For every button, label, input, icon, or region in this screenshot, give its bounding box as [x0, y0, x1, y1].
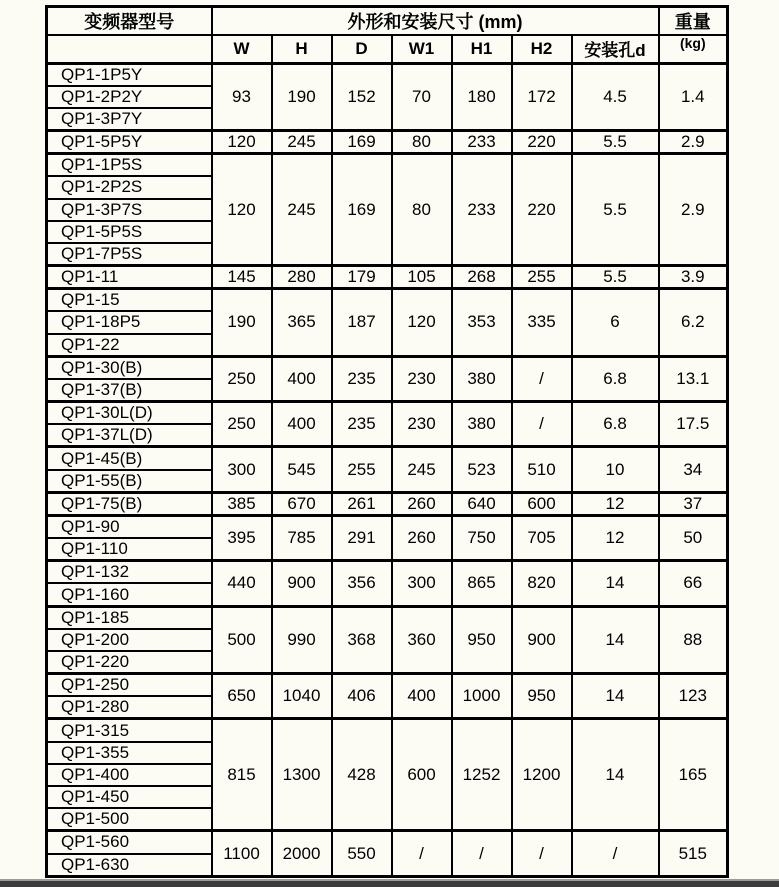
model-cell: QP1-90: [47, 515, 212, 538]
dim-value-cell: 353: [452, 289, 512, 357]
dim-value-cell: 300: [392, 561, 452, 606]
weight-value-cell: 2.9: [659, 154, 728, 266]
table-row: [47, 674, 728, 697]
dim-value-cell: 545: [272, 447, 332, 492]
table-row: [47, 719, 728, 742]
table-row: [47, 561, 728, 584]
dim-value-cell: 179: [332, 266, 392, 289]
model-cell: QP1-355: [47, 742, 212, 764]
model-cell: QP1-5P5Y: [47, 131, 212, 154]
weight-value-cell: 1.4: [659, 63, 728, 131]
dim-value-cell: 380: [452, 356, 512, 401]
bottom-bar: [0, 879, 779, 887]
table-row: [47, 831, 728, 854]
dim-value-cell: 261: [332, 492, 392, 515]
model-cell: QP1-1P5S: [47, 154, 212, 177]
inverter-dimensions-table: [45, 5, 729, 878]
table-row: [47, 356, 728, 379]
dim-value-cell: 6: [572, 289, 659, 357]
dim-value-cell: 260: [392, 515, 452, 560]
model-cell: QP1-18P5: [47, 311, 212, 333]
dim-value-cell: 235: [332, 402, 392, 447]
dim-value-cell: 220: [512, 154, 572, 266]
table-body: [47, 63, 728, 877]
dim-value-cell: 145: [212, 266, 272, 289]
dim-value-cell: 190: [212, 289, 272, 357]
dim-value-cell: 600: [392, 719, 452, 831]
model-cell: QP1-75(B): [47, 492, 212, 515]
dim-value-cell: /: [512, 356, 572, 401]
dim-value-cell: 990: [272, 606, 332, 674]
dim-value-cell: 365: [272, 289, 332, 357]
dim-value-cell: 80: [392, 131, 452, 154]
dim-value-cell: 169: [332, 131, 392, 154]
model-cell: QP1-30(B): [47, 356, 212, 379]
dim-value-cell: 220: [512, 131, 572, 154]
dim-value-cell: 14: [572, 561, 659, 606]
dim-value-cell: 750: [452, 515, 512, 560]
dim-value-cell: 1300: [272, 719, 332, 831]
dim-value-cell: 380: [452, 402, 512, 447]
dim-value-cell: 10: [572, 447, 659, 492]
weight-value-cell: 88: [659, 606, 728, 674]
weight-value-cell: 37: [659, 492, 728, 515]
dim-value-cell: 12: [572, 515, 659, 560]
table-row: [47, 63, 728, 86]
model-cell: QP1-55(B): [47, 470, 212, 493]
dim-value-cell: 385: [212, 492, 272, 515]
dim-value-cell: 250: [212, 356, 272, 401]
model-cell: QP1-185: [47, 606, 212, 629]
model-cell: QP1-37(B): [47, 379, 212, 402]
dim-value-cell: 250: [212, 402, 272, 447]
model-cell: QP1-280: [47, 696, 212, 719]
weight-value-cell: 515: [659, 831, 728, 877]
dim-value-cell: 785: [272, 515, 332, 560]
dim-value-cell: /: [512, 831, 572, 877]
dim-value-cell: 400: [392, 674, 452, 719]
dim-value-cell: 900: [512, 606, 572, 674]
dim-value-cell: 865: [452, 561, 512, 606]
dim-column-header: H2: [512, 35, 572, 63]
dim-value-cell: 1200: [512, 719, 572, 831]
dim-value-cell: 187: [332, 289, 392, 357]
dim-value-cell: 550: [332, 831, 392, 877]
dim-value-cell: 5.5: [572, 266, 659, 289]
dim-value-cell: 640: [452, 492, 512, 515]
model-cell: QP1-45(B): [47, 447, 212, 470]
weight-value-cell: 3.9: [659, 266, 728, 289]
dim-value-cell: 820: [512, 561, 572, 606]
model-cell: QP1-5P5S: [47, 221, 212, 243]
dim-value-cell: 705: [512, 515, 572, 560]
dim-value-cell: 395: [212, 515, 272, 560]
table-row: [47, 515, 728, 538]
model-cell: QP1-7P5S: [47, 243, 212, 266]
dim-value-cell: 169: [332, 154, 392, 266]
dim-value-cell: 230: [392, 402, 452, 447]
model-cell: QP1-3P7S: [47, 199, 212, 221]
dim-value-cell: 600: [512, 492, 572, 515]
dim-value-cell: 356: [332, 561, 392, 606]
model-cell: QP1-1P5Y: [47, 63, 212, 86]
dim-value-cell: 255: [332, 447, 392, 492]
model-column-header: 变频器型号: [47, 7, 212, 36]
dim-value-cell: 950: [512, 674, 572, 719]
dim-column-header: 安装孔d: [572, 35, 659, 63]
dim-value-cell: /: [392, 831, 452, 877]
dim-value-cell: 400: [272, 356, 332, 401]
model-cell: QP1-30L(D): [47, 402, 212, 425]
table-row: [47, 402, 728, 425]
model-subheader-empty: [47, 35, 212, 63]
table-row: [47, 266, 728, 289]
dim-value-cell: 5.5: [572, 131, 659, 154]
dim-value-cell: 233: [452, 154, 512, 266]
model-cell: QP1-400: [47, 764, 212, 786]
dim-value-cell: 360: [392, 606, 452, 674]
dim-value-cell: 500: [212, 606, 272, 674]
model-cell: QP1-200: [47, 629, 212, 651]
model-cell: QP1-500: [47, 808, 212, 831]
dim-value-cell: 120: [212, 131, 272, 154]
dim-column-header: H: [272, 35, 332, 63]
model-cell: QP1-37L(D): [47, 424, 212, 447]
table-row: [47, 492, 728, 515]
model-cell: QP1-160: [47, 583, 212, 606]
dim-value-cell: 235: [332, 356, 392, 401]
dim-value-cell: 650: [212, 674, 272, 719]
dim-value-cell: 523: [452, 447, 512, 492]
dim-value-cell: 268: [452, 266, 512, 289]
dim-value-cell: 2000: [272, 831, 332, 877]
dim-value-cell: 233: [452, 131, 512, 154]
dim-value-cell: 428: [332, 719, 392, 831]
dim-value-cell: 152: [332, 63, 392, 131]
dim-value-cell: 6.8: [572, 356, 659, 401]
dim-value-cell: 230: [392, 356, 452, 401]
weight-value-cell: 66: [659, 561, 728, 606]
dim-value-cell: /: [572, 831, 659, 877]
dim-value-cell: 260: [392, 492, 452, 515]
dim-value-cell: 368: [332, 606, 392, 674]
dim-value-cell: 12: [572, 492, 659, 515]
dim-value-cell: 105: [392, 266, 452, 289]
model-cell: QP1-110: [47, 538, 212, 561]
table-row: [47, 154, 728, 177]
dim-value-cell: 335: [512, 289, 572, 357]
model-cell: QP1-22: [47, 334, 212, 357]
dim-value-cell: 1100: [212, 831, 272, 877]
model-cell: QP1-315: [47, 719, 212, 742]
table-row: [47, 606, 728, 629]
dim-value-cell: 255: [512, 266, 572, 289]
weight-value-cell: 13.1: [659, 356, 728, 401]
dim-value-cell: 70: [392, 63, 452, 131]
dim-value-cell: 280: [272, 266, 332, 289]
model-cell: QP1-11: [47, 266, 212, 289]
dim-value-cell: 190: [272, 63, 332, 131]
dim-value-cell: 670: [272, 492, 332, 515]
header-row-main: [47, 7, 728, 36]
model-cell: QP1-630: [47, 854, 212, 877]
table-row: [47, 289, 728, 312]
weight-value-cell: 50: [659, 515, 728, 560]
dim-value-cell: 172: [512, 63, 572, 131]
dim-column-header: W: [212, 35, 272, 63]
weight-value-cell: 2.9: [659, 131, 728, 154]
model-cell: QP1-250: [47, 674, 212, 697]
dim-value-cell: /: [452, 831, 512, 877]
dim-value-cell: 120: [212, 154, 272, 266]
dim-value-cell: 14: [572, 719, 659, 831]
dim-value-cell: 291: [332, 515, 392, 560]
dim-value-cell: 900: [272, 561, 332, 606]
dim-value-cell: 1040: [272, 674, 332, 719]
dim-value-cell: 245: [272, 131, 332, 154]
model-cell: QP1-2P2S: [47, 176, 212, 198]
weight-value-cell: 17.5: [659, 402, 728, 447]
dim-value-cell: 815: [212, 719, 272, 831]
weight-column-header: 重量: [659, 7, 728, 36]
dim-value-cell: 14: [572, 606, 659, 674]
dim-value-cell: 440: [212, 561, 272, 606]
dim-value-cell: 5.5: [572, 154, 659, 266]
dim-value-cell: 120: [392, 289, 452, 357]
dim-value-cell: 300: [212, 447, 272, 492]
dim-value-cell: 14: [572, 674, 659, 719]
model-cell: QP1-560: [47, 831, 212, 854]
dim-value-cell: 6.8: [572, 402, 659, 447]
dim-value-cell: 4.5: [572, 63, 659, 131]
dim-value-cell: /: [512, 402, 572, 447]
dim-column-header: H1: [452, 35, 512, 63]
model-cell: QP1-132: [47, 561, 212, 584]
table-row: [47, 447, 728, 470]
weight-value-cell: 6.2: [659, 289, 728, 357]
model-cell: QP1-450: [47, 786, 212, 808]
table-header: [47, 7, 728, 64]
dim-value-cell: 245: [392, 447, 452, 492]
header-row-sub: [47, 35, 728, 63]
dim-value-cell: 510: [512, 447, 572, 492]
model-cell: QP1-2P2Y: [47, 86, 212, 108]
dim-value-cell: 950: [452, 606, 512, 674]
dim-value-cell: 180: [452, 63, 512, 131]
model-cell: QP1-3P7Y: [47, 108, 212, 131]
dim-value-cell: 80: [392, 154, 452, 266]
model-cell: QP1-220: [47, 651, 212, 674]
weight-value-cell: 165: [659, 719, 728, 831]
table-row: [47, 131, 728, 154]
weight-value-cell: 123: [659, 674, 728, 719]
dim-column-header: D: [332, 35, 392, 63]
dim-value-cell: 1252: [452, 719, 512, 831]
weight-value-cell: 34: [659, 447, 728, 492]
dim-column-header: W1: [392, 35, 452, 63]
dimensions-group-header: 外形和安装尺寸 (mm): [212, 7, 659, 36]
model-cell: QP1-15: [47, 289, 212, 312]
dim-value-cell: 1000: [452, 674, 512, 719]
weight-unit-header: (kg): [659, 35, 728, 63]
dim-value-cell: 400: [272, 402, 332, 447]
dim-value-cell: 245: [272, 154, 332, 266]
dim-value-cell: 93: [212, 63, 272, 131]
dim-value-cell: 406: [332, 674, 392, 719]
